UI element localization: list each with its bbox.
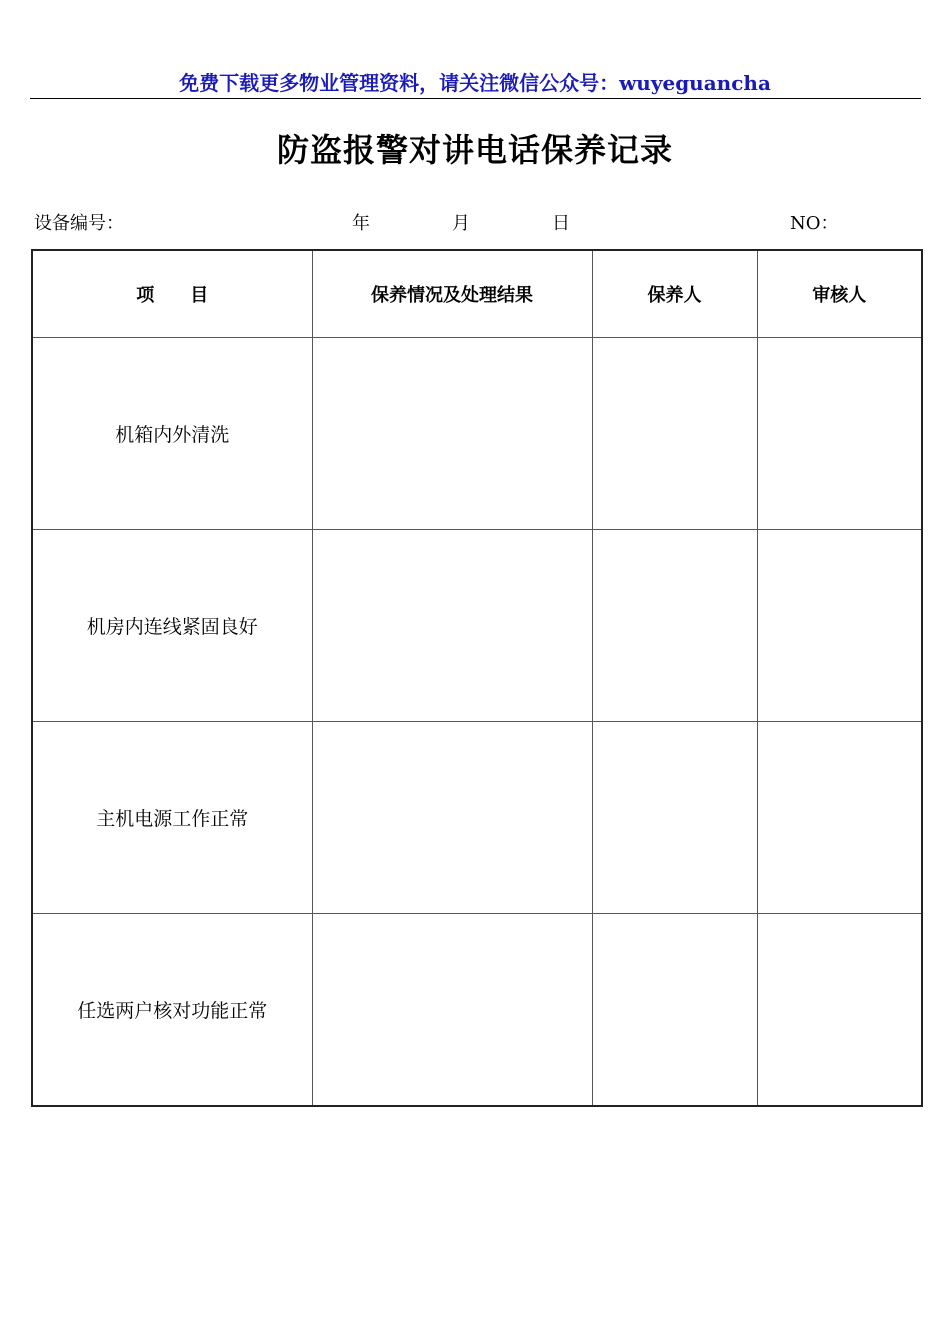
header-result: 保养情况及处理结果 (312, 250, 592, 338)
reviewer-cell[interactable] (757, 722, 922, 914)
result-cell[interactable] (312, 338, 592, 530)
maintenance-record-table (31, 249, 923, 1107)
maintainer-cell[interactable] (592, 338, 757, 530)
reviewer-cell[interactable] (757, 530, 922, 722)
document-title: 防盗报警对讲电话保养记录 (276, 131, 673, 169)
table-row (32, 338, 922, 530)
header-maintainer: 保养人 (592, 250, 757, 338)
device-number-label: 设备编号： (34, 213, 124, 234)
result-cell[interactable] (312, 530, 592, 722)
table-header-row (32, 250, 922, 338)
banner-divider (30, 98, 921, 99)
reviewer-cell[interactable] (757, 338, 922, 530)
header-item: 项 目 (32, 250, 312, 338)
table-row (32, 722, 922, 914)
maintainer-cell[interactable] (592, 530, 757, 722)
header-reviewer: 审核人 (757, 250, 922, 338)
month-label: 月 (452, 213, 470, 234)
result-cell[interactable] (312, 722, 592, 914)
item-cell: 机房内连线紧固良好 (32, 530, 312, 722)
promo-banner: 免费下载更多物业管理资料，请关注微信公众号：wuyeguancha (179, 71, 771, 95)
year-label: 年 (352, 213, 370, 234)
item-cell: 任选两户核对功能正常 (32, 914, 312, 1107)
table-row (32, 530, 922, 722)
day-label: 日 (552, 213, 570, 234)
record-number-label: NO： (790, 213, 839, 234)
reviewer-cell[interactable] (757, 914, 922, 1107)
item-cell: 主机电源工作正常 (32, 722, 312, 914)
result-cell[interactable] (312, 914, 592, 1107)
item-cell: 机箱内外清洗 (32, 338, 312, 530)
table-row (32, 914, 922, 1107)
maintainer-cell[interactable] (592, 722, 757, 914)
maintainer-cell[interactable] (592, 914, 757, 1107)
